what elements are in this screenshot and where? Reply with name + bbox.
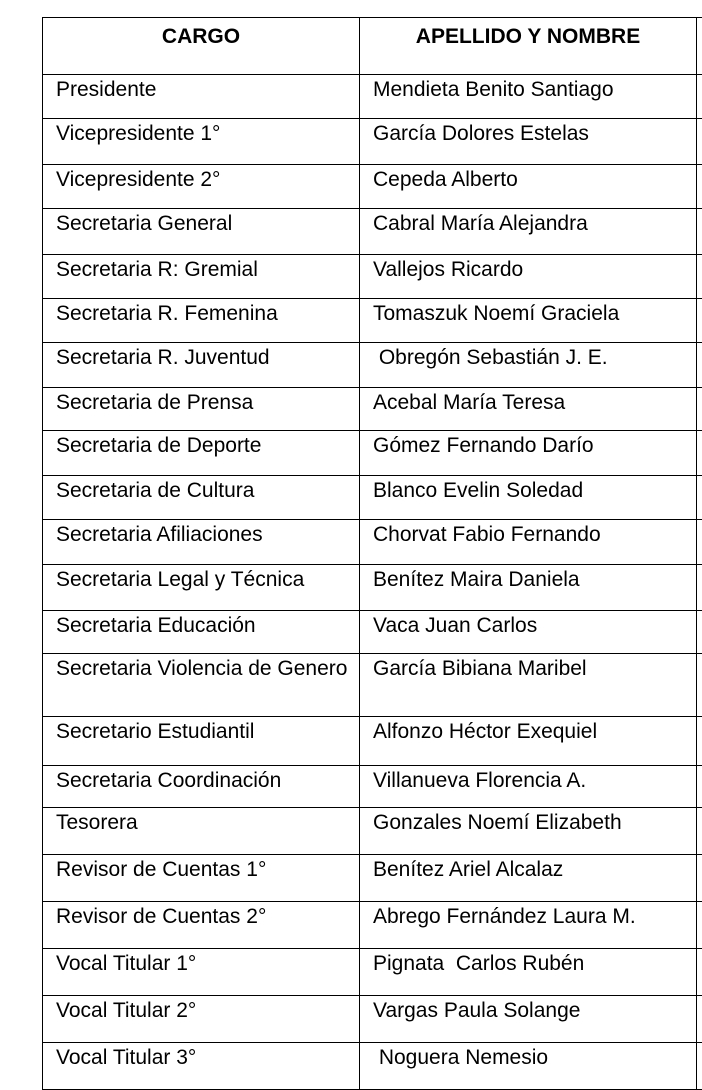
cargo-cell: Secretaria Violencia de Genero	[43, 654, 360, 717]
header-cargo: CARGO	[43, 18, 360, 75]
table-row	[43, 855, 702, 902]
table-row	[43, 388, 702, 431]
extra-cell	[697, 431, 702, 476]
cargo-cell: Secretario Estudiantil	[43, 717, 360, 766]
table-header-row	[43, 18, 702, 75]
cargo-cell: Secretaria de Prensa	[43, 388, 360, 431]
nombre-cell: Pignata Carlos Rubén	[360, 949, 697, 996]
extra-cell	[697, 476, 702, 520]
table-row	[43, 119, 702, 165]
nombre-cell: Abrego Fernández Laura M.	[360, 902, 697, 949]
cargo-cell: Secretaria R: Gremial	[43, 255, 360, 299]
extra-cell	[697, 902, 702, 949]
cargo-cell: Vocal Titular 3°	[43, 1043, 360, 1090]
nombre-cell: Acebal María Teresa	[360, 388, 697, 431]
nombre-cell: García Bibiana Maribel	[360, 654, 697, 717]
extra-cell	[697, 654, 702, 717]
table-row	[43, 565, 702, 611]
extra-cell	[697, 611, 702, 654]
nombre-cell: Villanueva Florencia A.	[360, 766, 697, 808]
table-row	[43, 996, 702, 1043]
extra-cell	[697, 75, 702, 119]
table-row	[43, 949, 702, 996]
extra-cell	[697, 209, 702, 255]
table-row	[43, 209, 702, 255]
cargo-cell: Secretaria General	[43, 209, 360, 255]
nombre-cell: Chorvat Fabio Fernando	[360, 520, 697, 565]
extra-cell	[697, 343, 702, 388]
table-row	[43, 717, 702, 766]
extra-cell	[697, 949, 702, 996]
cargo-cell: Secretaria R. Juventud	[43, 343, 360, 388]
table-row	[43, 654, 702, 717]
extra-cell	[697, 1043, 702, 1090]
nombre-cell: Tomaszuk Noemí Graciela	[360, 299, 697, 343]
extra-cell	[697, 766, 702, 808]
header-apellido-nombre: APELLIDO Y NOMBRE	[360, 18, 697, 75]
nombre-cell: Vaca Juan Carlos	[360, 611, 697, 654]
nombre-cell: Blanco Evelin Soledad	[360, 476, 697, 520]
cargo-cell: Secretaria Afiliaciones	[43, 520, 360, 565]
cargo-cell: Secretaria de Cultura	[43, 476, 360, 520]
cargo-cell: Vocal Titular 1°	[43, 949, 360, 996]
table-row	[43, 520, 702, 565]
cargo-cell: Vicepresidente 1°	[43, 119, 360, 165]
extra-cell	[697, 855, 702, 902]
nombre-cell: Vargas Paula Solange	[360, 996, 697, 1043]
cargo-cell: Secretaria Coordinación	[43, 766, 360, 808]
nombre-cell: Benítez Maira Daniela	[360, 565, 697, 611]
nombre-cell: Cabral María Alejandra	[360, 209, 697, 255]
table-row	[43, 75, 702, 119]
cargo-cell: Secretaria R. Femenina	[43, 299, 360, 343]
header-extra-column	[697, 18, 702, 75]
table-row	[43, 255, 702, 299]
table-row	[43, 165, 702, 209]
table-row	[43, 1043, 702, 1090]
table-row	[43, 476, 702, 520]
nombre-cell: Gómez Fernando Darío	[360, 431, 697, 476]
cargo-cell: Revisor de Cuentas 1°	[43, 855, 360, 902]
cargo-cell: Vicepresidente 2°	[43, 165, 360, 209]
cargo-cell: Vocal Titular 2°	[43, 996, 360, 1043]
cargo-cell: Revisor de Cuentas 2°	[43, 902, 360, 949]
nombre-cell: Benítez Ariel Alcalaz	[360, 855, 697, 902]
authorities-table	[42, 17, 702, 1090]
table-row	[43, 611, 702, 654]
table-row	[43, 299, 702, 343]
nombre-cell: Cepeda Alberto	[360, 165, 697, 209]
nombre-cell: Noguera Nemesio	[360, 1043, 697, 1090]
cargo-cell: Presidente	[43, 75, 360, 119]
extra-cell	[697, 388, 702, 431]
cargo-cell: Secretaria Educación	[43, 611, 360, 654]
cargo-cell: Secretaria Legal y Técnica	[43, 565, 360, 611]
cargo-cell: Tesorera	[43, 808, 360, 855]
cargo-cell: Secretaria de Deporte	[43, 431, 360, 476]
nombre-cell: Mendieta Benito Santiago	[360, 75, 697, 119]
extra-cell	[697, 996, 702, 1043]
nombre-cell: Vallejos Ricardo	[360, 255, 697, 299]
table-row	[43, 766, 702, 808]
nombre-cell: Gonzales Noemí Elizabeth	[360, 808, 697, 855]
extra-cell	[697, 165, 702, 209]
table-row	[43, 902, 702, 949]
extra-cell	[697, 119, 702, 165]
extra-cell	[697, 717, 702, 766]
extra-cell	[697, 565, 702, 611]
table-row	[43, 431, 702, 476]
nombre-cell: Obregón Sebastián J. E.	[360, 343, 697, 388]
extra-cell	[697, 299, 702, 343]
extra-cell	[697, 808, 702, 855]
table-row	[43, 343, 702, 388]
nombre-cell: García Dolores Estelas	[360, 119, 697, 165]
extra-cell	[697, 520, 702, 565]
table-row	[43, 808, 702, 855]
extra-cell	[697, 255, 702, 299]
nombre-cell: Alfonzo Héctor Exequiel	[360, 717, 697, 766]
